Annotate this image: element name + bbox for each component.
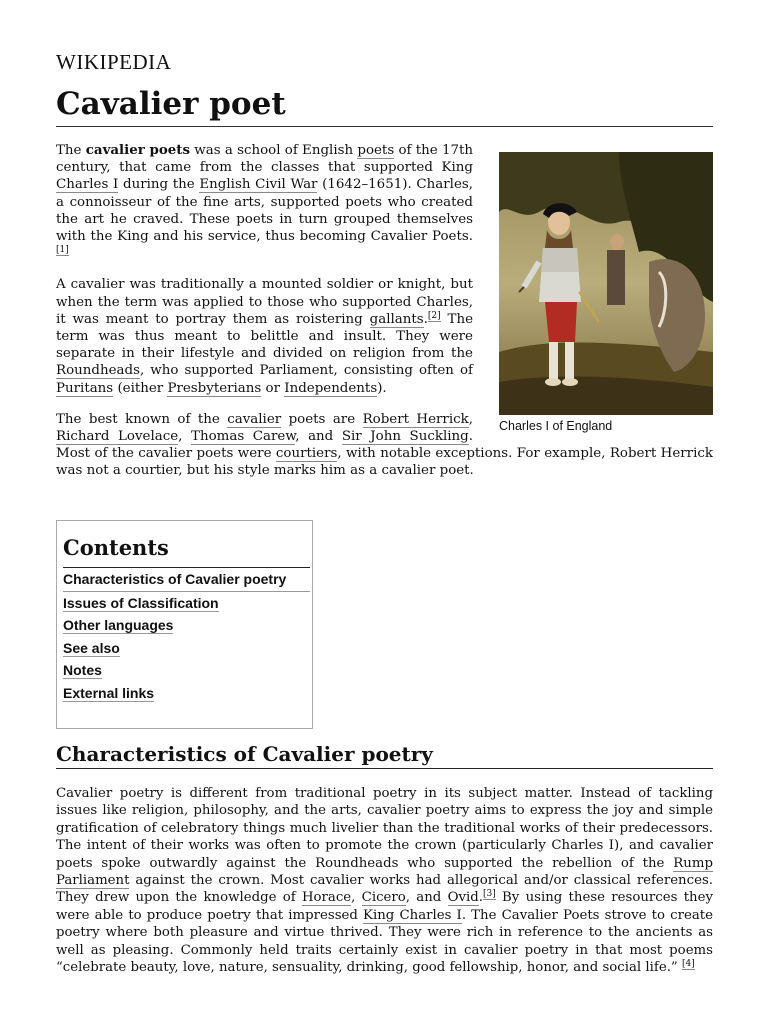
- toc-item[interactable]: Other languages: [63, 617, 174, 633]
- reference-2[interactable]: [2]: [427, 310, 441, 321]
- figure-caption: Charles I of England: [499, 419, 613, 433]
- toc-item[interactable]: Characteristics of Cavalier poetry: [63, 567, 306, 592]
- link-rump-parliament[interactable]: Rump Parliament: [56, 855, 713, 889]
- lead-paragraph-3: The best known of the cavalier poets are Robert Herrick, Richard Lovelace, Thomas Carew, and Sir John Suckling. Most of the cavalier poets were courtiers, with notable exceptions. For example, Robert Herrick was not a courtier, but his style marks him as a cavalier poet.: [56, 411, 713, 479]
- section-paragraph: Cavalier poetry is different from traditional poetry in its subject matter. Instead of tackling issues like religion, philosophy, and the arts, cavalier poetry aims to express the joy and simple gratification of celebratory things much livelier than the traditional works of their predecessors. The intent of their works was often to promote the crown (particularly Charles I), and cavalier poets spoke outwardly against the Roundheads who supported the rebellion of the Rump Parliament against the crown. Most cavalier works had allegorical and/or classical references. They drew upon the knowledge of Horace, Cicero, and Ovid.[3] By using these resources they were able to produce poetry that impressed King Charles I. The Cavalier Poets strove to create poetry where both pleasure and virtue thrived. They were rich in reference to the ancients as well as pleasing. Commonly held traits certainly exist in cavalier poetry in that most poems “celebrate beauty, love, nature, sensuality, drinking, good fellowship, honor, and social life.” [4]: [56, 786, 713, 976]
- lead-section: [56, 142, 713, 494]
- infobox-figure: [499, 142, 713, 433]
- link-roundheads[interactable]: Roundheads: [56, 363, 140, 379]
- link-king-charles-i[interactable]: King Charles I: [363, 907, 462, 923]
- link-independents[interactable]: Independents: [284, 380, 378, 396]
- link-robert-herrick[interactable]: Robert Herrick: [362, 411, 469, 427]
- lead-paragraph-2: A cavalier was traditionally a mounted soldier or knight, but when the term was applied to those who supported Charles, it was meant to portray them as roistering gallants.[2] The term was thus meant to belittle and insult. They were separate in their lifestyle and divided on religion from the Roundheads, who supported Parliament, consisting often of Puritans (either Presbyterians or Independents).: [56, 277, 473, 396]
- link-ovid[interactable]: Ovid: [447, 890, 479, 906]
- toc-item[interactable]: External links: [63, 684, 155, 701]
- link-gallants[interactable]: gallants: [369, 311, 424, 327]
- lead-paragraph-1: The cavalier poets was a school of English poets of the 17th century, that came from the classes that supported King Charles I during the English Civil War (1642–1651). Charles, a connoisseur of the fine arts, supported poets who created the art he craved. These poets in turn grouped themselves with the King and his service, thus becoming Cavalier Poets.[1]: [56, 142, 473, 256]
- link-cicero[interactable]: Cicero: [361, 890, 406, 906]
- wikipedia-logo[interactable]: [56, 50, 171, 75]
- portrait-image[interactable]: [499, 152, 713, 415]
- link-thomas-carew[interactable]: Thomas Carew: [191, 429, 296, 445]
- toc-item[interactable]: Notes: [63, 662, 102, 678]
- link-poets[interactable]: poets: [357, 143, 395, 158]
- reference-3[interactable]: [3]: [482, 889, 496, 900]
- toc-list: [63, 567, 306, 704]
- link-charles-i[interactable]: Charles I: [56, 177, 119, 193]
- link-cavalier[interactable]: cavalier: [227, 411, 282, 427]
- link-sir-john-suckling[interactable]: Sir John Suckling: [341, 429, 469, 445]
- table-of-contents: [56, 520, 313, 729]
- link-horace[interactable]: Horace: [301, 890, 352, 906]
- page-title: Cavalier poet: [56, 82, 713, 127]
- section-heading: Characteristics of Cavalier poetry: [56, 740, 713, 769]
- link-courtiers[interactable]: courtiers: [275, 446, 338, 462]
- toc-item[interactable]: Issues of Classification: [63, 594, 219, 611]
- section-characteristics: [56, 740, 713, 990]
- link-richard-lovelace[interactable]: Richard Lovelace: [56, 429, 179, 445]
- bold-term: cavalier poets: [85, 142, 190, 158]
- link-presbyterians[interactable]: Presbyterians: [167, 380, 262, 396]
- toc-heading: Contents: [63, 535, 169, 560]
- toc-item[interactable]: See also: [63, 639, 120, 656]
- link-puritans[interactable]: Puritans: [56, 380, 114, 396]
- reference-4[interactable]: [4]: [681, 959, 695, 970]
- logo-text: WIKIPEDIA: [56, 50, 172, 74]
- link-english-civil-war[interactable]: English Civil War: [199, 177, 318, 193]
- reference-1[interactable]: [1]: [56, 245, 69, 256]
